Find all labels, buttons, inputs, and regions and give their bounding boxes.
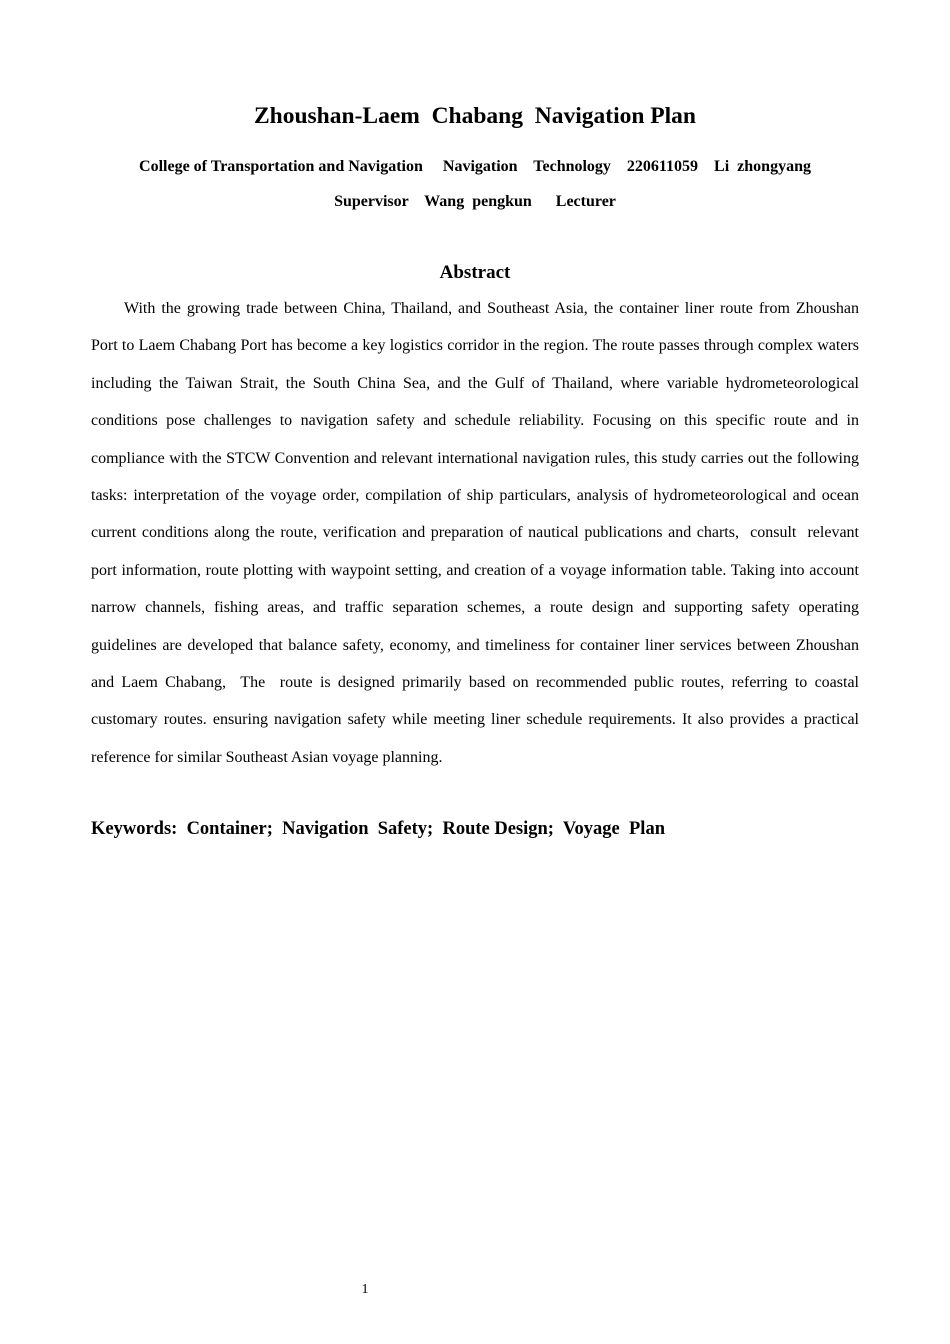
keywords-line: Keywords: Container; Navigation Safety; Route Design; Voyage Plan [91, 819, 665, 839]
supervisor-line: Supervisor Wang pengkun Lecturer [334, 193, 616, 210]
author-affiliation-line: College of Transportation and Navigation Navigation Technology 220611059 Li zhongyang [139, 158, 811, 175]
abstract-body: With the growing trade between China, Thailand, and Southeast Asia, the container liner route from Zhoushan Port to Laem Chabang Port has become a key logistics corridor in the region. The route passes through complex waters including the Taiwan Strait, the South China Sea, and the Gulf of Thailand, where variable hydrometeorological conditions pose challenges to navigation safety and schedule reliability. Focusing on this specific route and in compliance with the STCW Convention and relevant international navigation rules, this study carries out the following tasks: interpretation of the voyage order, compilation of ship particulars, analysis of hydrometeorological and ocean current conditions along the route, verification and preparation of nautical publications and charts, consult relevant port information, route plotting with waypoint setting, and creation of a voyage information table. Taking into account narrow channels, fishing areas, and traffic separation schemes, a route design and supporting safety operating guidelines are developed that balance safety, economy, and timeliness for container liner services between Zhoushan and Laem Chabang, The route is designed primarily based on recommended public routes, referring to coastal customary routes. ensuring navigation safety while meeting liner schedule requirements. It also provides a practical reference for similar Southeast Asian voyage planning. [91, 300, 867, 766]
document-title: Zhoushan-Laem Chabang Navigation Plan [253, 103, 697, 129]
page-number: 1 [361, 1282, 369, 1297]
abstract-heading: Abstract [439, 262, 511, 283]
